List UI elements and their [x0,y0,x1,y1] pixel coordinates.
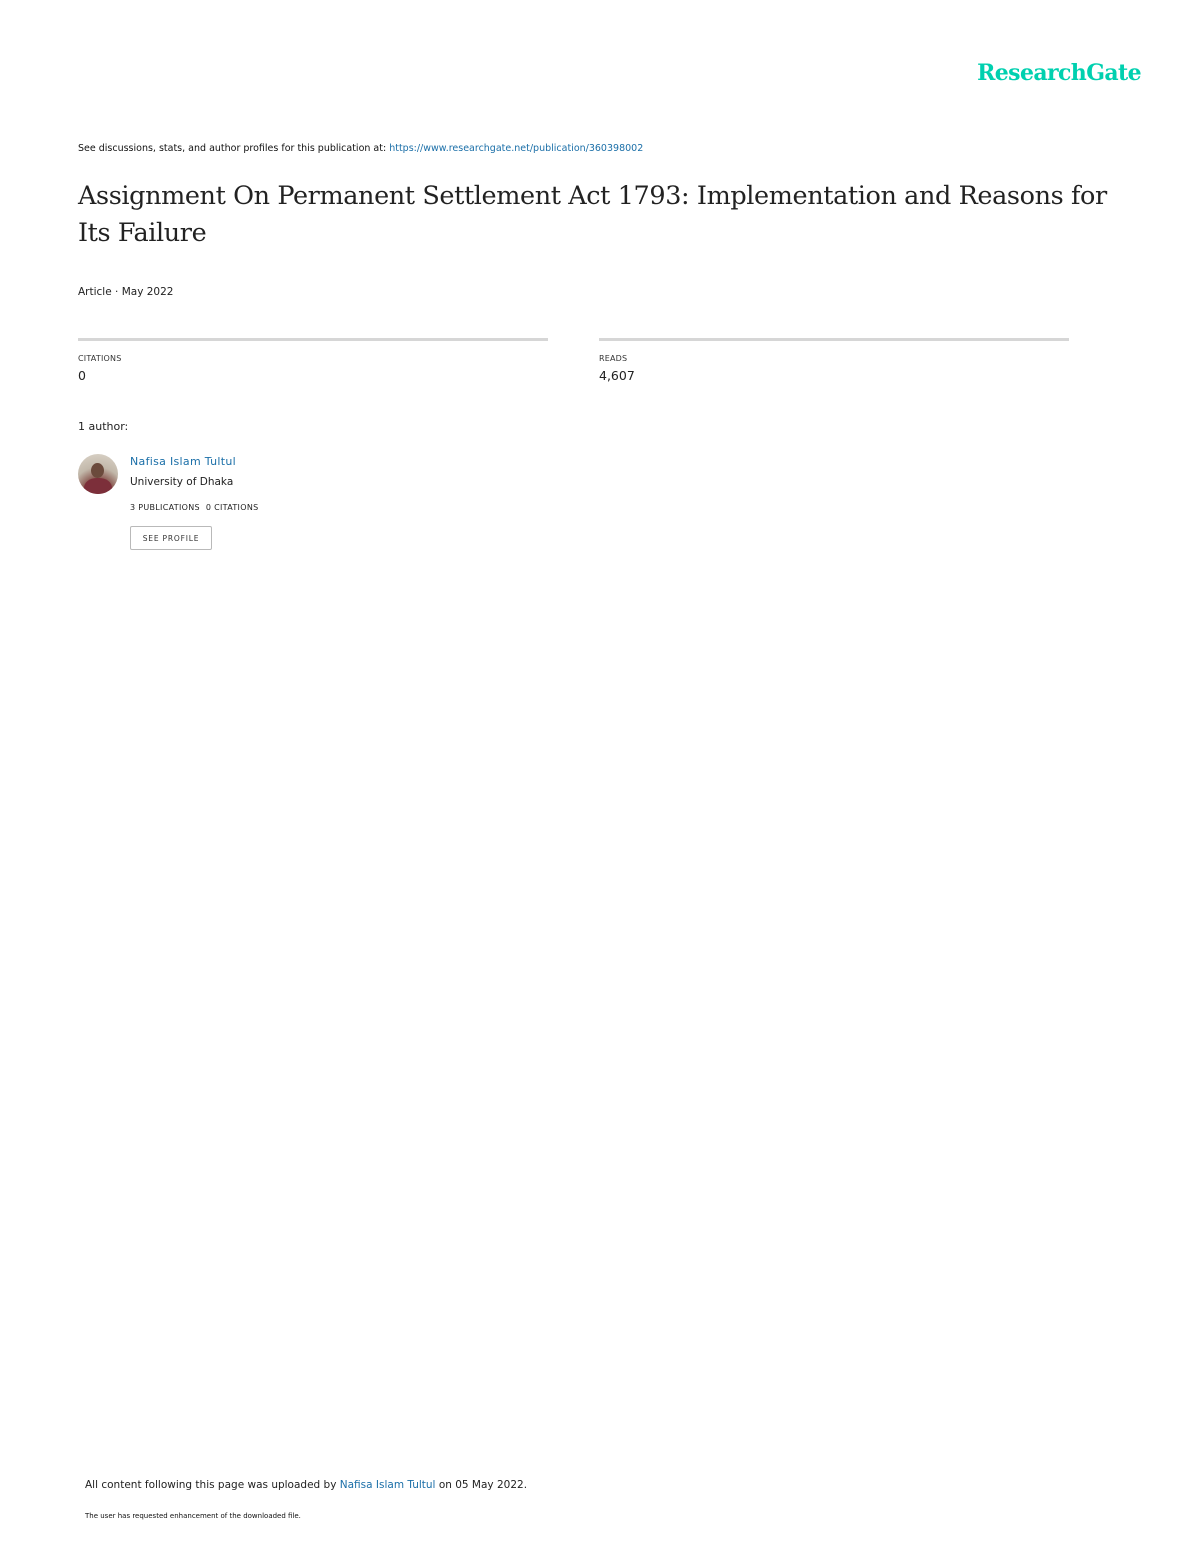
footer-upload-line [85,1479,527,1491]
author-avatar[interactable] [78,454,118,494]
citations-value: 0 [78,368,86,383]
source-prefix: See discussions, stats, and author profiles for this publication at: [78,143,390,154]
publication-meta: Article · May 2022 [78,286,174,298]
publication-title: Assignment On Permanent Settlement Act 1793: Implementation and Reasons for Its Failure [78,181,1107,248]
author-name-link[interactable]: Nafisa Islam Tultul [130,455,236,468]
researchgate-logo: ResearchGate [977,60,1141,86]
author-publications-count: 3 PUBLICATIONS [130,503,200,512]
reads-stat [599,338,1069,383]
footer-note: The user has requested enhancement of the downloaded file. [85,1512,301,1520]
see-profile-button[interactable]: SEE PROFILE [130,526,212,550]
avatar-body-shape [84,478,112,494]
footer-upload-prefix: All content following this page was uploaded by [85,1479,340,1491]
footer-upload-suffix: on 05 May 2022. [435,1479,528,1491]
reads-label: READS [599,354,628,363]
reads-value: 4,607 [599,368,635,383]
author-stats [130,503,258,512]
citations-label: CITATIONS [78,354,122,363]
source-line [78,143,643,154]
publication-link[interactable]: https://www.researchgate.net/publication/360398002 [389,143,644,154]
footer-author-link[interactable]: Nafisa Islam Tultul [339,1479,436,1491]
authors-heading: 1 author: [78,420,129,433]
avatar-face-shape [91,463,104,478]
author-citations-count: 0 CITATIONS [205,503,259,512]
citations-stat [78,338,548,383]
author-institution: University of Dhaka [130,476,234,488]
